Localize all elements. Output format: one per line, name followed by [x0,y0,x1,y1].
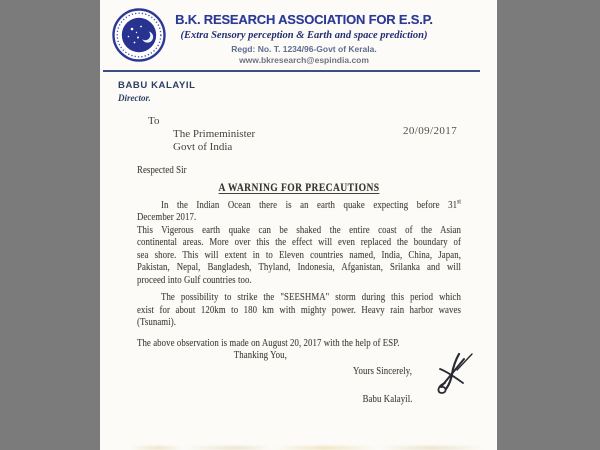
closing-sincerely: Yours Sincerely, [353,364,412,377]
letterhead [155,12,453,65]
handwritten-signature [428,352,474,396]
closing-thanking: Thanking You, [233,349,287,361]
letter-date: 20/09/2017 [403,125,458,137]
body-line: exist for about 120km to 180 km with mighty power. Heavy rain harbor waves [137,303,461,316]
scan-artifact-smudge [130,446,485,450]
body-line: The possibility to strike the "SEESHMA" storm during this period which [161,291,461,303]
to-label: To [148,115,160,127]
body-line: This Vigerous earth quake can be shaked the entire coast of the Asian [137,223,461,236]
org-tagline: (Extra Sensory perception & Earth and space prediction) [180,30,428,41]
body-line [137,196,461,212]
letterhead-divider [103,70,480,72]
body-line: proceed into Gulf countries too. [137,273,252,286]
sender-block [118,80,196,104]
recipient-block [173,128,255,154]
body-line: continental areas. More over this the effect will even replaced the boundary of [137,236,461,248]
salutation: Respected Sir [137,164,187,176]
body-line: sea shore. This will extent in to Eleven countries named, India, China, Japan, [137,248,461,261]
scanned-letter [100,0,497,450]
subject-heading: A WARNING FOR PRECAUTIONS [218,179,380,194]
body-line: Pakistan, Nepal, Bangladesh, Thyland, Indonesia, Afganistan, Srilanka and will [137,261,461,273]
sender-name: BABU KALAYIL [118,80,196,91]
org-website: www.bkresearch@espindia.com [239,55,369,65]
ordinal-superscript: st [457,196,461,205]
body-line: December 2017. [137,211,197,223]
signatory-name: Babu Kalayil. [362,393,413,405]
letter-body [137,164,461,406]
recipient-line1: The Primeminister [173,128,256,140]
sender-role: Director. [118,93,151,103]
body-line: The above observation is made on August 20, 2017 with the help of ESP. [137,336,400,349]
subject-heading-row [137,181,461,196]
org-registration: Regd: No. T. 1234/96-Govt of Kerala. [231,44,377,54]
body-text: In the Indian Ocean there is an earth quake expecting before 31 [161,198,458,211]
body-line: (Tsunami). [137,316,177,328]
org-name: B.K. RESEARCH ASSOCIATION FOR E.S.P. [175,12,433,27]
recipient-line2: Govt of India [173,141,233,153]
